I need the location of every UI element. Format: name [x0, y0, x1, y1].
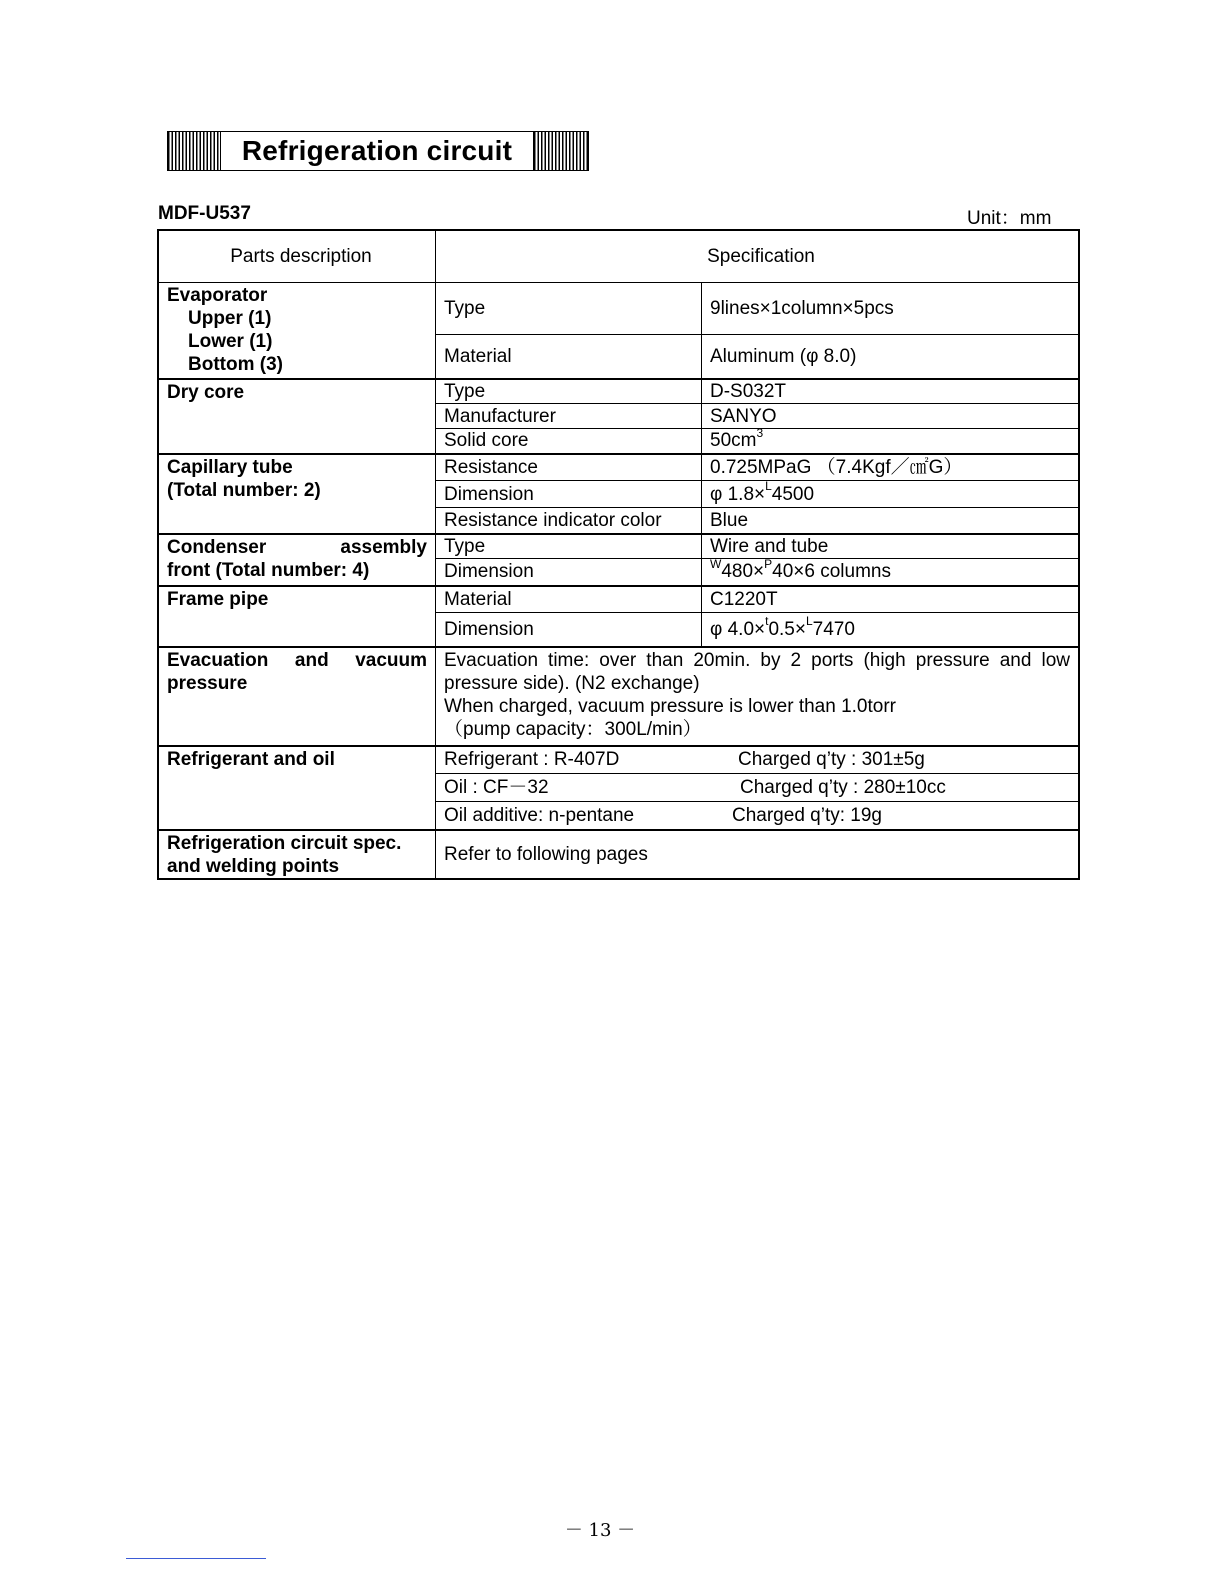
spec-label: Manufacturer [436, 404, 702, 429]
superscript: P [764, 556, 773, 571]
part-name-word: vacuum [355, 649, 427, 671]
superscript: L [805, 614, 813, 629]
part-name [167, 536, 435, 559]
spec-text: Evacuation time: over than 20min. by 2 ports (high pressure and low pressure side). (N2 exchange) [444, 649, 1070, 694]
solid-core-value: 50cm [710, 430, 757, 452]
additive-charge: Charged q’ty: 19g [732, 804, 882, 826]
table-header-row [158, 230, 1079, 283]
superscript: W [710, 556, 722, 571]
superscript: 3 [756, 425, 764, 440]
spec-value [702, 556, 1080, 586]
part-name: Capillary tube [167, 456, 293, 478]
spec-label: Type [436, 283, 702, 335]
evacuation-spec [436, 647, 1080, 746]
part-name: Evaporator [167, 285, 268, 306]
spec-text: When charged, vacuum pressure is lower than 1.0torr [444, 695, 896, 717]
footer-rule [126, 1558, 266, 1559]
spec-text: （pump capacity：300L/min） [444, 718, 702, 740]
spec-label: Material [436, 586, 702, 613]
dimension-part: 40×6 columns [772, 561, 891, 583]
hatch-decoration-right [533, 132, 588, 170]
spec-label: Dimension [436, 559, 702, 586]
table-row [158, 586, 1079, 613]
part-name-word: and [294, 649, 329, 671]
oil-charge: Charged q’ty : 280±10cc [740, 777, 946, 798]
table-row [158, 454, 1079, 481]
part-evaporator [158, 283, 436, 379]
section-title: Refrigeration circuit [241, 135, 513, 166]
section-title-box [167, 131, 589, 171]
table-row [158, 746, 1079, 774]
spec-label: Type [436, 534, 702, 559]
part-refrigerant-oil: Refrigerant and oil [158, 746, 436, 830]
part-sub: front (Total number: 4) [167, 559, 370, 581]
table-row [158, 379, 1079, 404]
spec-value: SANYO [702, 404, 1080, 429]
model-number: MDF-U537 [158, 203, 251, 224]
spec-value: Aluminum (φ 8.0) [702, 335, 1080, 379]
spec-value [436, 746, 1080, 774]
part-name-word: Condenser [167, 536, 267, 558]
spec-value: 0.725MPaG （7.4Kgf／㎠G） [702, 454, 1080, 481]
table-row [158, 283, 1079, 335]
part-name-word: Evacuation [167, 649, 269, 671]
spec-label: Type [436, 379, 702, 404]
dimension-part: 0.5× [768, 618, 806, 640]
part-sub: (Total number: 2) [167, 479, 321, 501]
dimension-part: φ 4.0× [710, 618, 766, 640]
spec-value [702, 481, 1080, 508]
unit-label: Unit：mm [967, 208, 1052, 229]
spec-label: Resistance [436, 454, 702, 481]
spec-label: Material [436, 335, 702, 379]
table-row [158, 647, 1079, 746]
spec-value [436, 802, 1080, 830]
spec-table [157, 229, 1080, 880]
part-frame-pipe: Frame pipe [158, 586, 436, 647]
spec-value [436, 774, 1080, 802]
spec-label: Dimension [436, 613, 702, 647]
spec-label: Solid core [436, 429, 702, 454]
header-specification: Specification [436, 230, 1080, 283]
spec-value [702, 613, 1080, 647]
oil-additive: Oil additive: n-pentane [444, 804, 635, 826]
spec-value: C1220T [702, 586, 1080, 613]
dimension-part: 7470 [812, 618, 855, 640]
page-number: － 13 － [564, 1520, 636, 1541]
spec-value [702, 425, 1080, 454]
part-sub: Upper (1) [188, 308, 272, 329]
part-condenser [158, 534, 436, 586]
refrigerant-charge: Charged q’ty : 301±5g [738, 749, 925, 771]
oil-type: Oil : CF－32 [444, 777, 549, 798]
header-parts-description: Parts description [158, 230, 436, 283]
spec-value: D-S032T [702, 379, 1080, 404]
dimension-part: φ 1.8× [710, 483, 766, 505]
dimension-part: 4500 [771, 483, 815, 505]
spec-label: Resistance indicator color [436, 508, 702, 534]
hatch-decoration-left [168, 132, 221, 170]
dimension-part: 480× [721, 561, 765, 583]
part-name: and welding points [167, 855, 340, 877]
part-capillary-tube [158, 454, 436, 534]
part-name [167, 649, 435, 672]
spec-label: Dimension [436, 481, 702, 508]
part-evacuation [158, 647, 436, 746]
part-name: pressure [167, 672, 248, 694]
part-name: Refrigeration circuit spec. [167, 832, 402, 854]
part-circuit-spec [158, 830, 436, 879]
part-sub: Bottom (3) [188, 354, 283, 375]
spec-value: Blue [702, 508, 1080, 534]
superscript: L [765, 479, 772, 494]
table-row [158, 534, 1079, 559]
superscript: t [765, 614, 769, 629]
part-sub: Lower (1) [188, 331, 273, 352]
part-dry-core: Dry core [158, 379, 436, 454]
part-name-word: assembly [340, 536, 427, 558]
spec-value: Refer to following pages [436, 830, 1080, 879]
spec-value: Wire and tube [702, 534, 1080, 559]
table-row [158, 830, 1079, 879]
refrigerant-type: Refrigerant : R-407D [444, 749, 620, 771]
spec-value: 9lines×1column×5pcs [702, 283, 1080, 335]
